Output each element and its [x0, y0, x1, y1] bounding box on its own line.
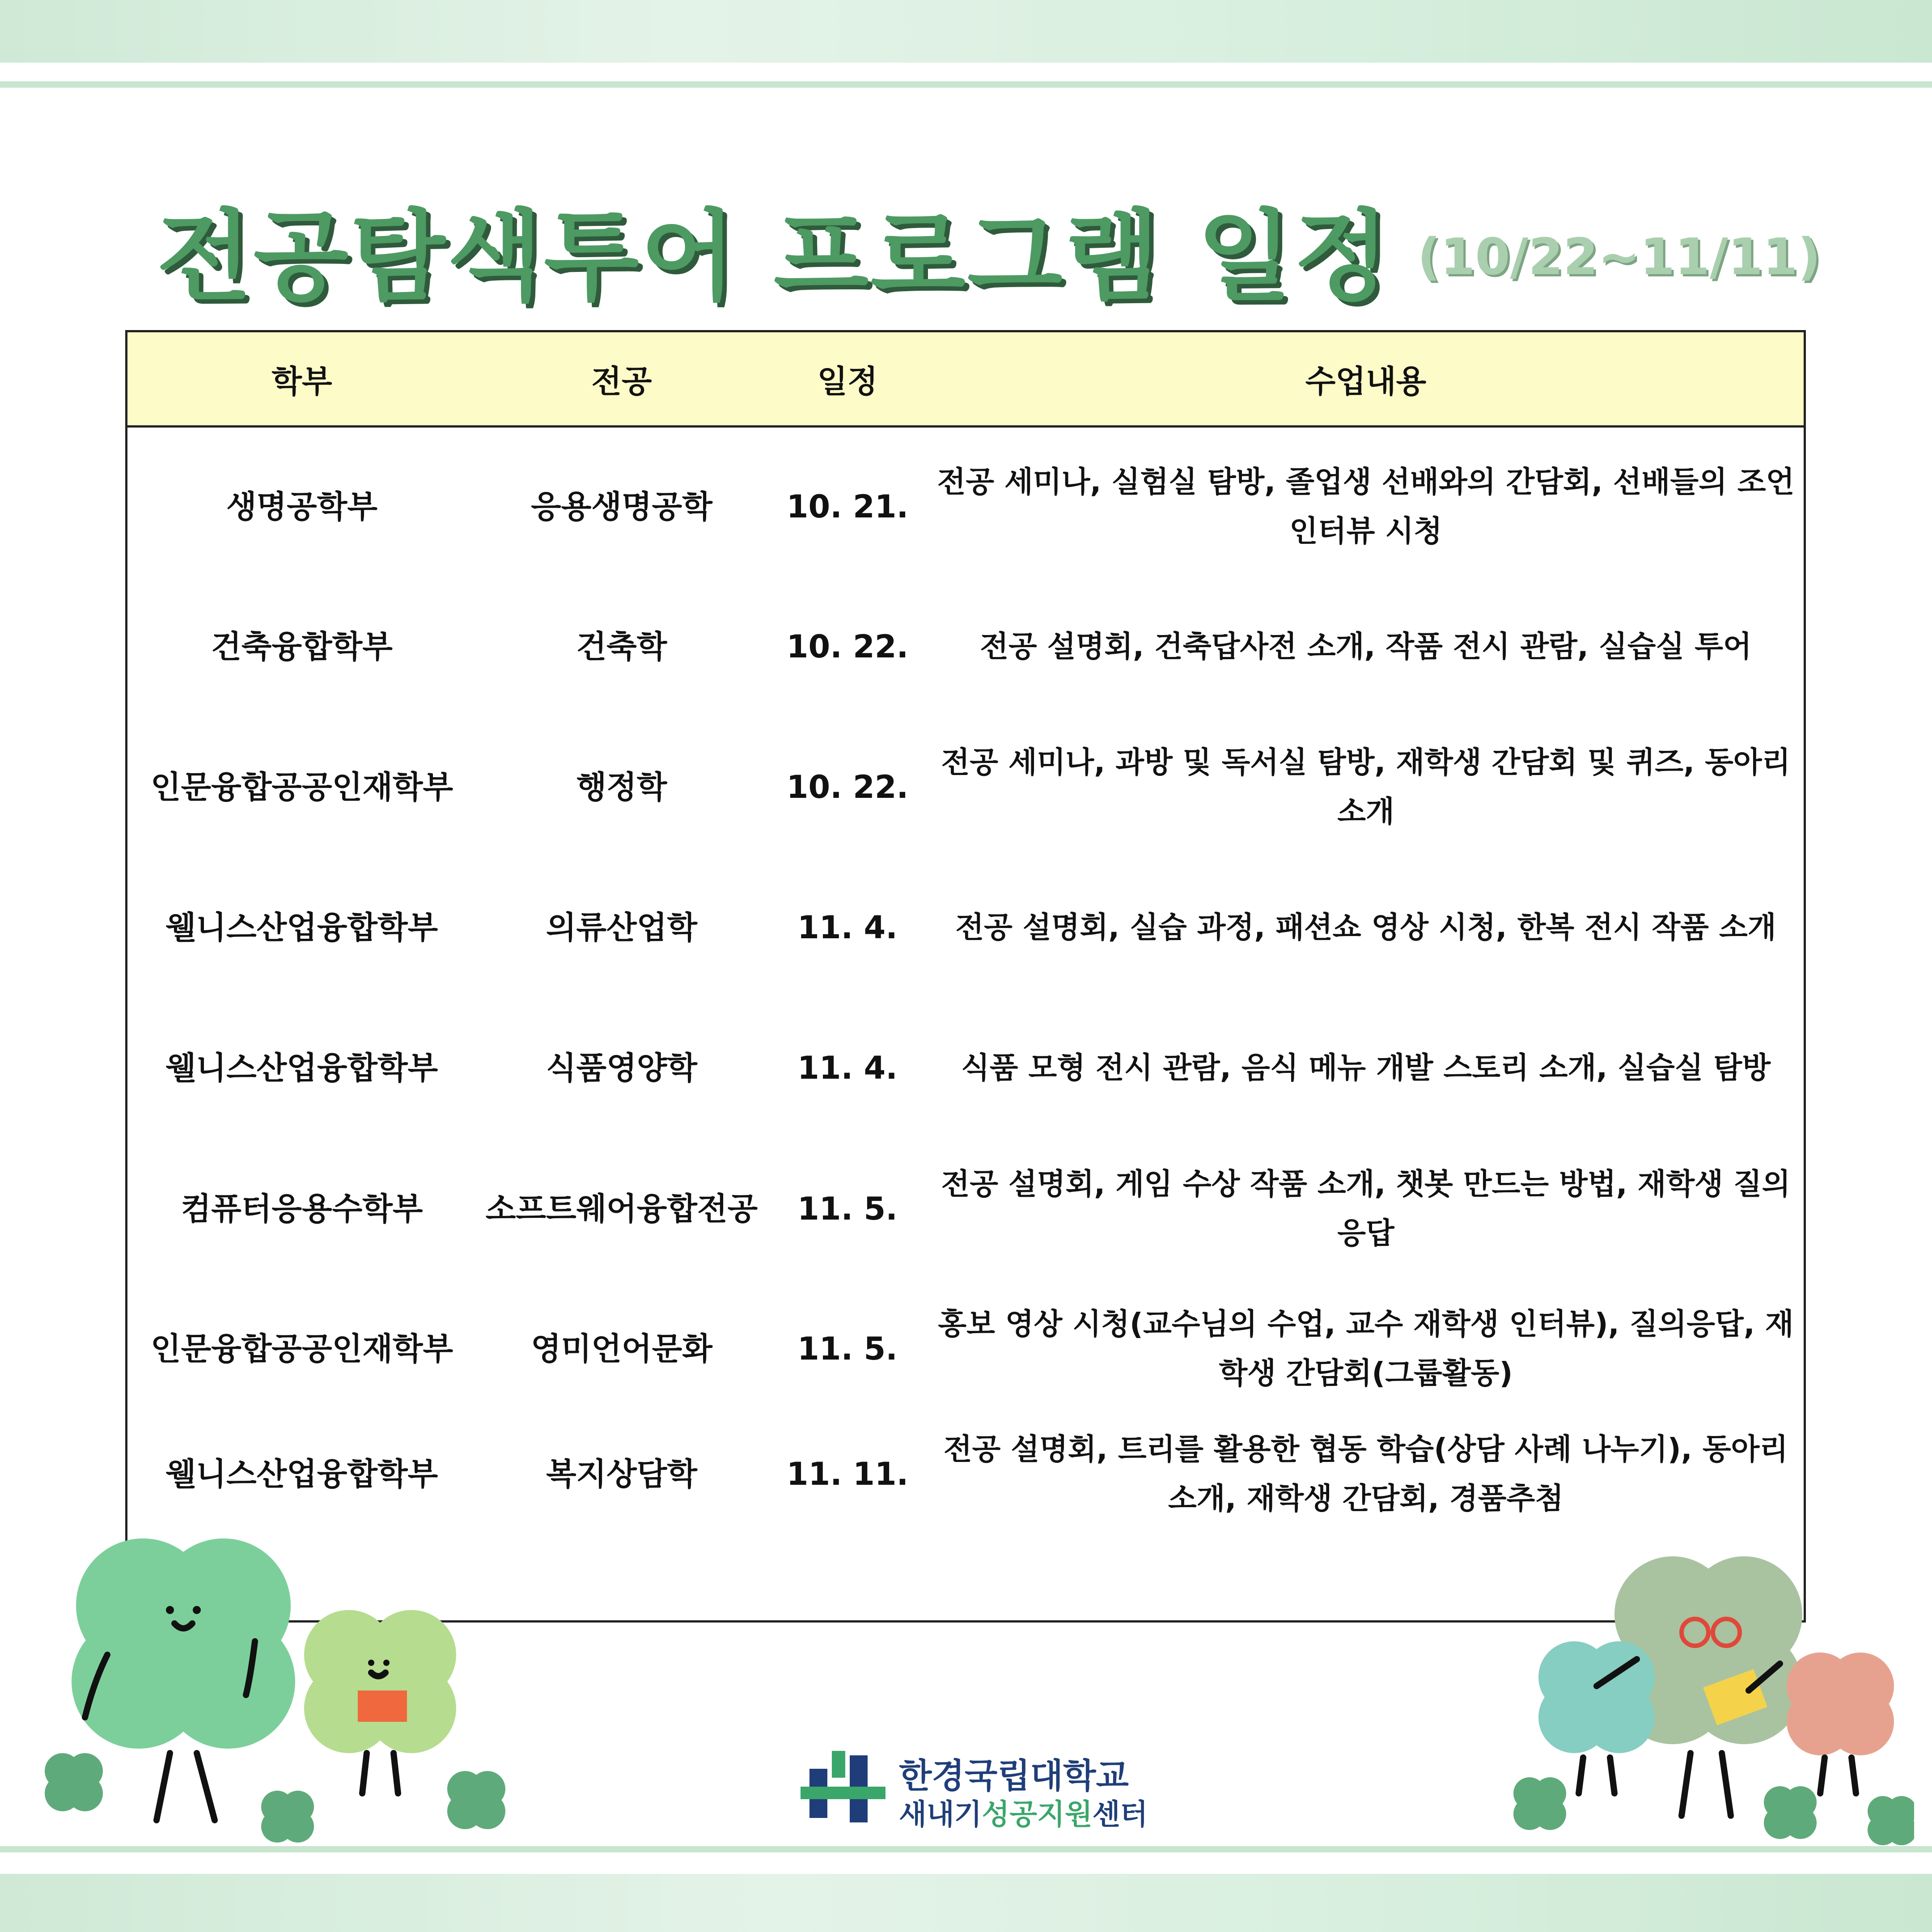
cell-content: 전공 설명회, 게임 수상 작품 소개, 챗봇 만드는 방법, 재학생 질의응답 [941, 1167, 1791, 1250]
cell-department: 웰니스산업융합학부 [165, 1050, 438, 1086]
cell-major: 소프트웨어융합전공 [485, 1191, 758, 1227]
logo-center-suffix: 센터 [1092, 1798, 1148, 1831]
title-main: 전공탐색투어 프로그램 일정 [157, 199, 1391, 314]
clover-characters-left [27, 1521, 519, 1843]
table-row [127, 722, 1804, 852]
book-icon [358, 1690, 407, 1722]
header-major: 전공 [591, 363, 652, 400]
cell-major: 영미언어문화 [531, 1330, 712, 1367]
table-row [127, 863, 1804, 992]
logo-mark-icon [801, 1751, 886, 1827]
table-row [127, 1003, 1804, 1133]
table-row [127, 582, 1804, 712]
cell-major: 행정학 [576, 769, 667, 805]
cell-content: 식품 모형 전시 관람, 음식 메뉴 개발 스토리 소개, 실습실 탐방 [961, 1051, 1771, 1085]
cell-date: 11. 11. [786, 1456, 909, 1492]
cell-major: 응용생명공학 [531, 488, 712, 525]
cell-major: 의류산업학 [546, 909, 698, 946]
top-band [0, 0, 1932, 63]
logo-center-prefix: 새내기 [899, 1798, 982, 1831]
bottom-divider [0, 1846, 1932, 1852]
university-logo [801, 1749, 1149, 1829]
cell-content: 전공 설명회, 건축답사전 소개, 작품 전시 관람, 실습실 투어 [980, 629, 1752, 664]
header-date: 일정 [817, 363, 878, 400]
clover-characters-right [1512, 1543, 1914, 1847]
logo-university-name: 한경국립대학교 [899, 1756, 1129, 1796]
cell-content: 전공 설명회, 실습 과정, 패션쇼 영상 시청, 한복 전시 작품 소개 [955, 910, 1776, 945]
cell-department: 웰니스산업융합학부 [165, 909, 438, 946]
bottom-band [0, 1874, 1932, 1932]
title-period: (10/22~11/11) [1417, 228, 1821, 286]
cell-date: 11. 5. [797, 1330, 898, 1367]
logo-center-accent: 성공지원 [982, 1798, 1093, 1831]
cell-major: 복지상담학 [546, 1456, 698, 1492]
cell-department: 건축융합학부 [211, 628, 393, 665]
cell-department: 인문융합공공인재학부 [150, 1330, 453, 1367]
cell-date: 11. 5. [797, 1191, 898, 1227]
cell-content: 전공 세미나, 과방 및 독서실 탐방, 재학생 간담회 및 퀴즈, 동아리 소개 [941, 745, 1791, 829]
cell-content: 홍보 영상 시청(교수님의 수업, 교수 재학생 인터뷰), 질의응답, 재학생 간담회(그룹활동) [938, 1307, 1794, 1390]
cell-date: 11. 4. [797, 1050, 898, 1086]
cell-date: 10. 22. [786, 769, 909, 805]
cell-major: 식품영양학 [546, 1050, 698, 1086]
cell-department: 인문융합공공인재학부 [150, 769, 453, 805]
top-divider [0, 81, 1932, 88]
cell-major: 건축학 [576, 628, 667, 665]
cell-date: 11. 4. [797, 909, 898, 946]
cell-content: 전공 세미나, 실험실 탐방, 졸업생 선배와의 간담회, 선배들의 조언 인터뷰 시청 [937, 465, 1795, 548]
cell-department: 웰니스산업융합학부 [165, 1456, 438, 1492]
cell-content: 전공 설명회, 트리를 활용한 협동 학습(상담 사례 나누기), 동아리 소개, 재학생 간담회, 경품추첨 [943, 1432, 1788, 1516]
header-department: 학부 [271, 363, 332, 400]
cell-date: 10. 21. [786, 488, 909, 525]
cell-date: 10. 22. [786, 628, 909, 665]
page-title [157, 192, 1821, 314]
logo-center-name [899, 1792, 1148, 1833]
cell-department: 생명공학부 [226, 488, 378, 525]
cell-department: 컴퓨터응용수학부 [181, 1191, 423, 1227]
table-row [127, 1144, 1804, 1274]
table-row [127, 442, 1804, 572]
table-row [127, 1409, 1804, 1539]
header-content: 수업내용 [1305, 363, 1427, 400]
table-header [127, 332, 1804, 428]
table-row [127, 1284, 1804, 1414]
schedule-table [125, 330, 1806, 1623]
